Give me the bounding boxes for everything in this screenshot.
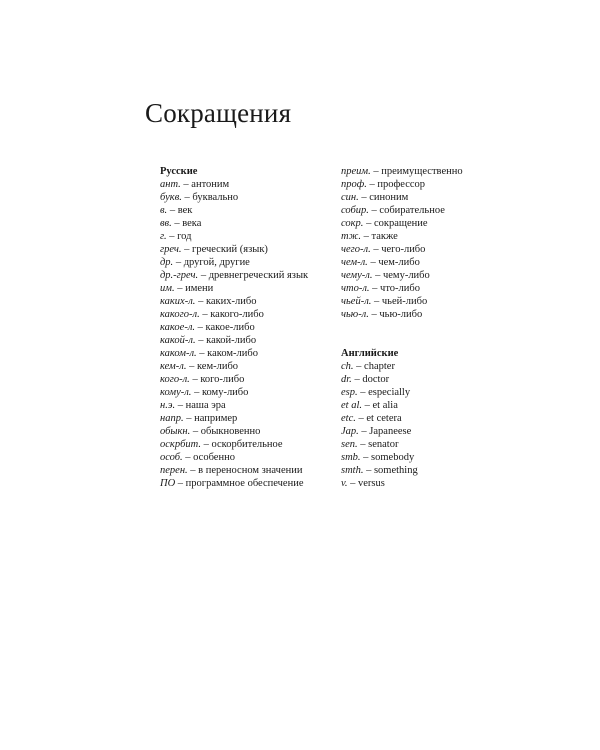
list-item [160, 412, 340, 425]
list-item [341, 295, 501, 308]
list-item [341, 243, 501, 256]
list-item [341, 360, 501, 373]
abbreviation: др.-греч. [160, 270, 199, 281]
definition: – something [363, 465, 418, 476]
list-item [160, 256, 340, 269]
definition: – особенно [182, 452, 235, 463]
list-item [160, 334, 340, 347]
abbreviation: какого-л. [160, 309, 200, 320]
list-item [160, 347, 340, 360]
definition: – какого-либо [199, 309, 264, 320]
definition: – каких-либо [195, 296, 257, 307]
definition: – especially [357, 387, 411, 398]
definition: – антоним [180, 179, 230, 190]
abbreviation: чему-л. [341, 270, 373, 281]
list-item [341, 451, 501, 464]
list-item [160, 204, 340, 217]
definition: – оскорбительное [200, 439, 283, 450]
definition: – versus [347, 478, 385, 489]
abbreviation: перен. [160, 465, 188, 476]
list-item [341, 412, 501, 425]
abbreviation: сокр. [341, 218, 364, 229]
list-item [341, 308, 501, 321]
definition: – чьей-либо [371, 296, 428, 307]
abbreviation: каком-л. [160, 348, 197, 359]
abbreviation: Jap. [341, 426, 359, 437]
definition: – преимущественно [370, 166, 463, 177]
list-item [341, 178, 501, 191]
definition: – et cetera [355, 413, 402, 424]
definition: – кому-либо [191, 387, 249, 398]
abbreviation: в. [160, 205, 168, 216]
english-heading: Английские [341, 348, 399, 359]
russian-heading: Русские [160, 166, 198, 177]
list-item [160, 321, 340, 334]
left-column [160, 165, 340, 490]
list-item [341, 204, 501, 217]
list-item [341, 230, 501, 243]
abbreviation: греч. [160, 244, 182, 255]
abbreviation: напр. [160, 413, 184, 424]
abbreviation: sen. [341, 439, 358, 450]
list-item [160, 178, 340, 191]
abbreviation: вв. [160, 218, 172, 229]
abbreviation: et al. [341, 400, 362, 411]
abbreviation: чем-л. [341, 257, 368, 268]
list-item [160, 438, 340, 451]
abbreviation: что-л. [341, 283, 370, 294]
list-item [341, 191, 501, 204]
definition: – собирательное [368, 205, 445, 216]
list-item [341, 217, 501, 230]
list-item [160, 269, 340, 282]
list-item [160, 191, 340, 204]
definition: – senator [357, 439, 399, 450]
list-item [160, 451, 340, 464]
abbreviation: им. [160, 283, 175, 294]
list-item [160, 308, 340, 321]
definition: – древнегреческий язык [198, 270, 309, 281]
list-item [160, 217, 340, 230]
list-item [160, 373, 340, 386]
definition: – профессор [366, 179, 426, 190]
definition: – et alia [362, 400, 398, 411]
definition: – чего-либо [370, 244, 426, 255]
definition: – каком-либо [196, 348, 258, 359]
definition: – какое-либо [195, 322, 255, 333]
list-item [341, 477, 501, 490]
definition: – somebody [360, 452, 415, 463]
list-item [160, 477, 340, 490]
definition: – также [360, 231, 398, 242]
abbreviation: обыкн. [160, 426, 191, 437]
list-item [341, 399, 501, 412]
abbreviation: чего-л. [341, 244, 371, 255]
definition: – буквально [181, 192, 239, 203]
abbreviation: кем-л. [160, 361, 187, 372]
abbreviation: чьей-л. [341, 296, 372, 307]
abbreviation: ch. [341, 361, 354, 372]
list-item [160, 464, 340, 477]
list-item [341, 165, 501, 178]
abbreviation: dr. [341, 374, 352, 385]
definition: – чему-либо [372, 270, 430, 281]
abbreviation: г. [160, 231, 167, 242]
definition: – имени [174, 283, 214, 294]
list-item [341, 373, 501, 386]
list-item [160, 295, 340, 308]
abbreviation: ПО [160, 478, 176, 489]
abbreviation: чью-л. [341, 309, 369, 320]
definition: – что-либо [369, 283, 420, 294]
abbreviation: кого-л. [160, 374, 190, 385]
definition: – века [171, 218, 202, 229]
definition: – например [183, 413, 238, 424]
list-item [160, 386, 340, 399]
abbreviation: букв. [160, 192, 182, 203]
list-item [160, 230, 340, 243]
definition: – синоним [358, 192, 409, 203]
abbreviation: etc. [341, 413, 356, 424]
abbreviation: кому-л. [160, 387, 192, 398]
abbreviation: esp. [341, 387, 358, 398]
list-item [341, 438, 501, 451]
definition: – наша эра [175, 400, 226, 411]
abbreviation: smth. [341, 465, 364, 476]
abbreviation: н.э. [160, 400, 176, 411]
list-item [341, 464, 501, 477]
abbreviation: smb. [341, 452, 361, 463]
definition: – другой, другие [173, 257, 250, 268]
section-spacer [341, 321, 501, 347]
abbreviation: др. [160, 257, 174, 268]
list-item [341, 425, 501, 438]
list-item [160, 425, 340, 438]
definition: – сокращение [363, 218, 428, 229]
abbreviation: преим. [341, 166, 371, 177]
abbreviation: какой-л. [160, 335, 196, 346]
definition: – doctor [351, 374, 390, 385]
list-item [341, 386, 501, 399]
list-item [341, 269, 501, 282]
abbreviation: v. [341, 478, 348, 489]
definition: – Japaneese [358, 426, 412, 437]
abbreviation: какое-л. [160, 322, 196, 333]
list-item [160, 360, 340, 373]
definition: – в переносном значении [187, 465, 303, 476]
list-item [341, 256, 501, 269]
definition: – какой-либо [195, 335, 257, 346]
definition: – chapter [353, 361, 395, 372]
definition: – век [167, 205, 193, 216]
abbreviation: оскрбит. [160, 439, 201, 450]
definition: – греческий (язык) [181, 244, 268, 255]
abbreviation: син. [341, 192, 359, 203]
definition: – кого-либо [189, 374, 245, 385]
definition: – чью-либо [368, 309, 423, 320]
definition: – кем-либо [186, 361, 239, 372]
abbreviation: ант. [160, 179, 181, 190]
abbreviation: особ. [160, 452, 183, 463]
abbreviation: проф. [341, 179, 367, 190]
abbreviation: тж. [341, 231, 361, 242]
abbreviation: собир. [341, 205, 369, 216]
definition: – год [166, 231, 192, 242]
right-column [341, 165, 501, 490]
definition: – программное обеспечение [175, 478, 304, 489]
list-item [160, 282, 340, 295]
definition: – чем-либо [367, 257, 420, 268]
abbreviation: каких-л. [160, 296, 196, 307]
list-item [341, 282, 501, 295]
list-item [160, 399, 340, 412]
list-item [160, 243, 340, 256]
page-title: Сокращения [145, 98, 292, 128]
definition: – обыкновенно [190, 426, 261, 437]
